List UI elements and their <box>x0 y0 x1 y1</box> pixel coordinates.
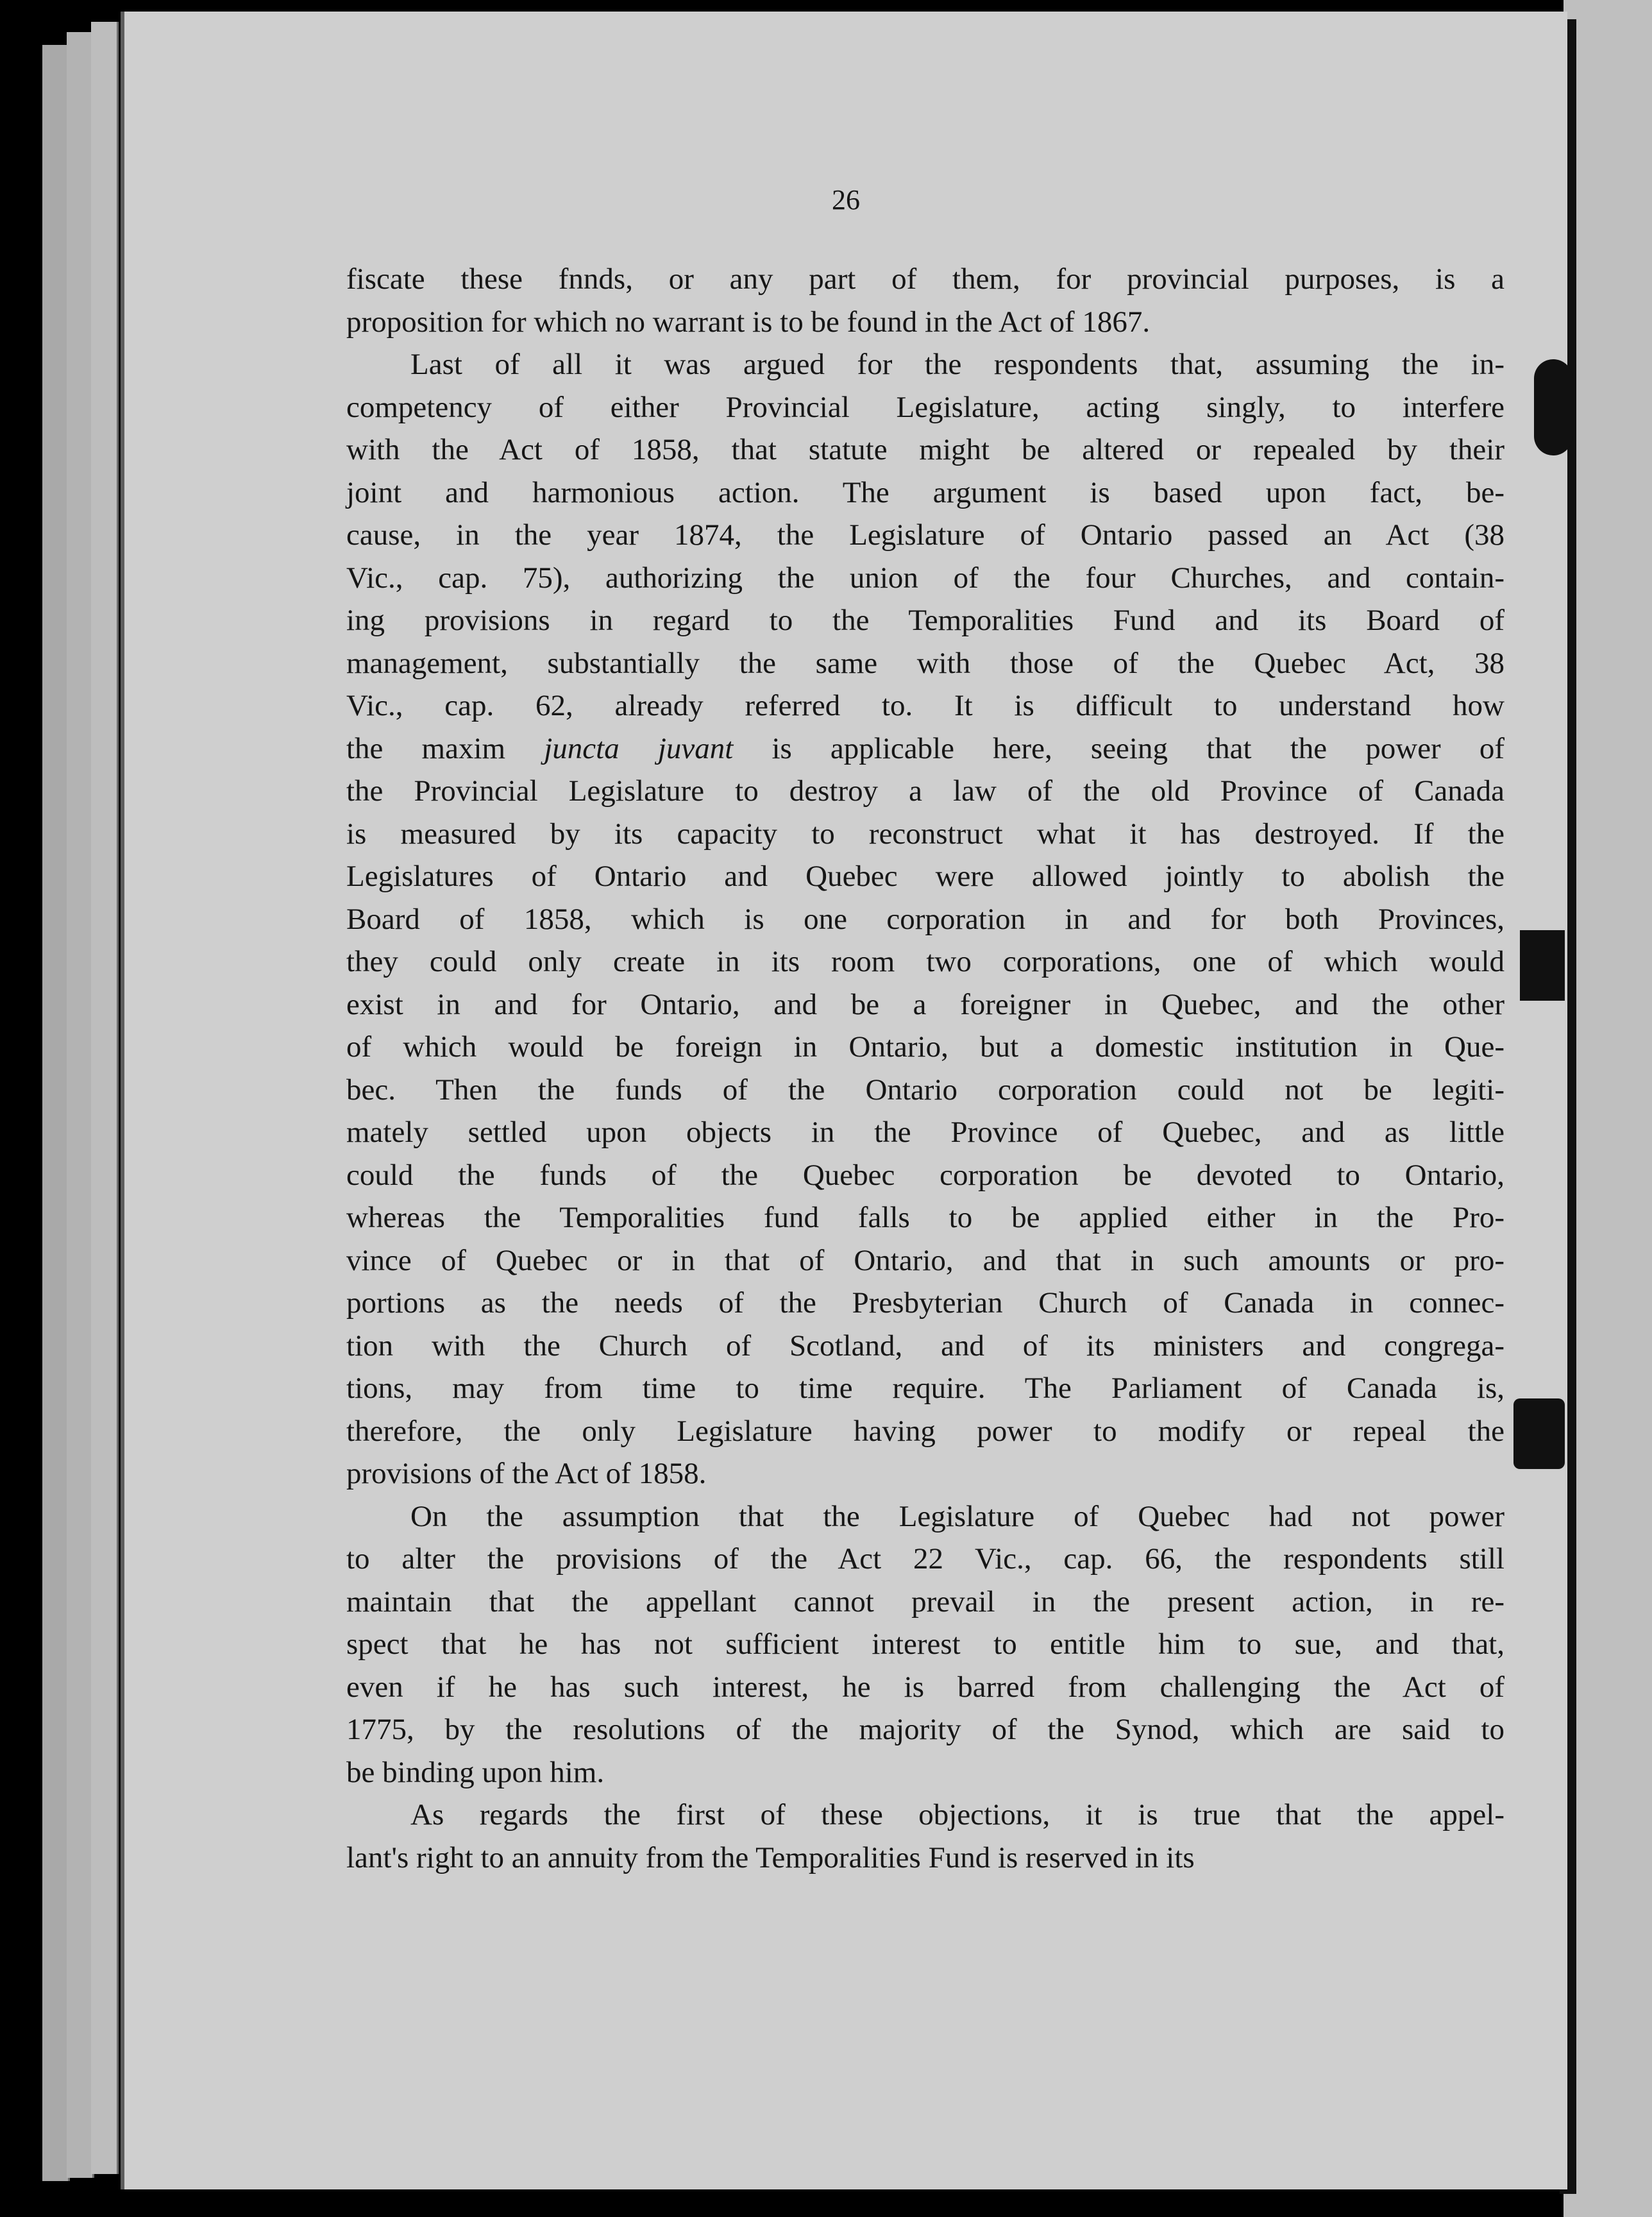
text-line: portions as the needs of the Presbyterian Church of Canada in connec- <box>346 1286 1504 1320</box>
scan-artifact <box>1513 1398 1565 1469</box>
text-line: competency of either Provincial Legislature, acting singly, to interfere <box>346 390 1504 424</box>
scan-artifact <box>1534 359 1572 455</box>
text-line: even if he has such interest, he is barred from challenging the Act of <box>346 1670 1504 1704</box>
text-line: 1775, by the resolutions of the majority of the Synod, which are said to <box>346 1713 1504 1746</box>
text-line: As regards the first of these objections, it is true that the appel- <box>410 1798 1504 1831</box>
text-line: proposition for which no warrant is to be found in the Act of 1867. <box>346 305 1150 339</box>
text-line: Last of all it was argued for the respondents that, assuming the in- <box>410 348 1504 381</box>
text-line: joint and harmonious action. The argument is based upon fact, be- <box>346 475 1504 509</box>
text-line: be binding upon him. <box>346 1755 605 1789</box>
text-line: of which would be foreign in Ontario, but a domestic institution in Que- <box>346 1030 1504 1064</box>
text-line: maintain that the appellant cannot prevail in the present action, in re- <box>346 1584 1504 1618</box>
text-line: Legislatures of Ontario and Quebec were allowed jointly to abolish the <box>346 860 1504 893</box>
paragraph <box>346 1794 1504 1879</box>
text-line: management, substantially the same with those of the Quebec Act, 38 <box>346 646 1504 680</box>
text-line: the maxim juncta juvant is applicable here, seeing that the power of <box>346 731 1504 765</box>
text-line: fiscate these fnnds, or any part of them, for provincial purposes, is a <box>346 262 1504 296</box>
text-line: whereas the Temporalities fund falls to be applied either in the Pro- <box>346 1201 1504 1234</box>
text-line: cause, in the year 1874, the Legislature of Ontario passed an Act (38 <box>346 518 1504 552</box>
text-line: is measured by its capacity to reconstruct what it has destroyed. If the <box>346 817 1504 851</box>
facing-page-edge <box>1564 0 1652 2217</box>
page-number: 26 <box>832 184 860 216</box>
document-page <box>121 12 1567 2189</box>
text-line: Vic., cap. 62, already referred to. It is difficult to understand how <box>346 689 1504 722</box>
text-line: the Provincial Legislature to destroy a law of the old Province of Canada <box>346 774 1504 808</box>
text-line: Board of 1858, which is one corporation in and for both Provinces, <box>346 902 1504 936</box>
text-line: exist in and for Ontario, and be a foreigner in Quebec, and the other <box>346 987 1504 1021</box>
text-line: could the funds of the Quebec corporation be devoted to Ontario, <box>346 1158 1504 1192</box>
text-line: Vic., cap. 75), authorizing the union of the four Churches, and contain- <box>346 561 1504 595</box>
paragraph <box>346 258 1504 343</box>
page-edge <box>91 22 119 2174</box>
text-line: lant's right to an annuity from the Temporalities Fund is reserved in its <box>346 1840 1195 1874</box>
text-line: to alter the provisions of the Act 22 Vic., cap. 66, the respondents still <box>346 1542 1504 1576</box>
text-line: mately settled upon objects in the Province of Quebec, and as little <box>346 1116 1504 1149</box>
text-line: they could only create in its room two corporations, one of which would <box>346 945 1504 978</box>
text-line: provisions of the Act of 1858. <box>346 1457 707 1490</box>
paragraph <box>346 343 1504 1495</box>
text-line: vince of Quebec or in that of Ontario, and that in such amounts or pro- <box>346 1243 1504 1277</box>
text-line: ing provisions in regard to the Temporalities Fund and its Board of <box>346 604 1504 637</box>
page-edge <box>42 45 70 2181</box>
text-line: bec. Then the funds of the Ontario corporation could not be legiti- <box>346 1073 1504 1107</box>
body-text <box>346 258 1504 1879</box>
scan-artifact <box>1520 930 1565 1001</box>
text-line: tion with the Church of Scotland, and of its ministers and congrega- <box>346 1329 1504 1363</box>
page-edge <box>67 32 94 2178</box>
text-line: with the Act of 1858, that statute might be altered or repealed by their <box>346 433 1504 466</box>
text-line: tions, may from time to time require. The Parliament of Canada is, <box>346 1372 1504 1405</box>
text-line: On the assumption that the Legislature of Quebec had not power <box>410 1499 1504 1533</box>
paragraph <box>346 1495 1504 1794</box>
text-line: therefore, the only Legislature having power to modify or repeal the <box>346 1414 1504 1448</box>
text-line: spect that he has not sufficient interest to entitle him to sue, and that, <box>346 1627 1504 1661</box>
